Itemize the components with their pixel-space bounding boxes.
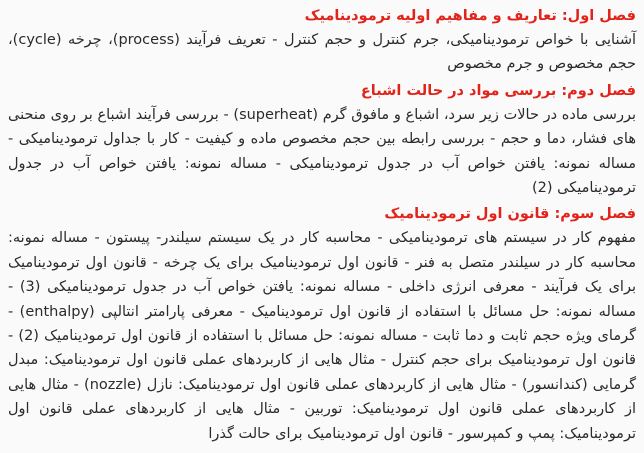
chapter-1-description: آشنایی با خواص ترمودینامیکی، جرم کنترل و حجم کنترل - تعریف فرآیند (process)، چرخه (cycle)، حجم مخصوص و جرم مخصوص [8,32,637,73]
chapter-2-description: بررسی ماده در حالات زیر سرد، اشباع و مافوق گرم (superheat) - بررسی فرآیند اشباع بر روی منحنی های فشار، دما و حجم - بررسی رابطه بین حجم مخصوص ماده و کیفیت - کار با جداول ترمودینامیکی - مساله نمونه: یافتن خواص آب در جدول ترمودینامیکی - مساله نمونه: یافتن خواص آب در جدول ترمودینامیکی (2) [8,106,636,197]
chapter-3 [8,202,636,446]
chapter-3-title: فصل سوم: قانون اول ترمودینامیک [384,206,636,223]
chapter-3-description: مفهوم کار در سیستم های ترمودینامیکی - محاسبه کار در یک سیستم سیلندر- پیستون - مساله نمونه: محاسبه کار در سیلندر متصل به فنر - قانون اول ترمودینامیک برای یک چرخه - قانون اول ترمودینامیک برای یک فرآیند - معرفی انرژی داخلی - مساله نمونه: یافتن خواص آب در جدول ترمودینامیکی (3) - مساله نمونه: حل مسائل با استفاده از قانون اول ترمودینامیک - معرفی پارامتر انتالپی (enthalpy) - گرمای ویژه حجم ثابت و دما ثابت - مساله نمونه: حل مسائل با استفاده از قانون اول ترمودینامیک (2) - قانون اول ترمودینامیک برای حجم کنترل - مثال هایی از کاربردهای عملی قانون اول ترمودینامیک: مبدل گرمایی (کندانسور) - مثال هایی از کاربردهای عملی قانون اول ترمودینامیک: نازل (nozzle) - مثال هایی از کاربردهای عملی قانون اول ترمودینامیک: توربین - مثال هایی از کاربردهای عملی قانون اول ترمودینامیک: پمپ و کمپرسور - قانون اول ترمودینامیک برای حالت گذرا [8,230,637,442]
chapter-2 [8,79,636,201]
chapter-1-title: فصل اول: تعاریف و مفاهیم اولیه ترمودینامیک [304,8,636,24]
chapter-1 [8,4,636,77]
chapter-2-title: فصل دوم: بررسی مواد در حالت اشباع [360,82,636,99]
